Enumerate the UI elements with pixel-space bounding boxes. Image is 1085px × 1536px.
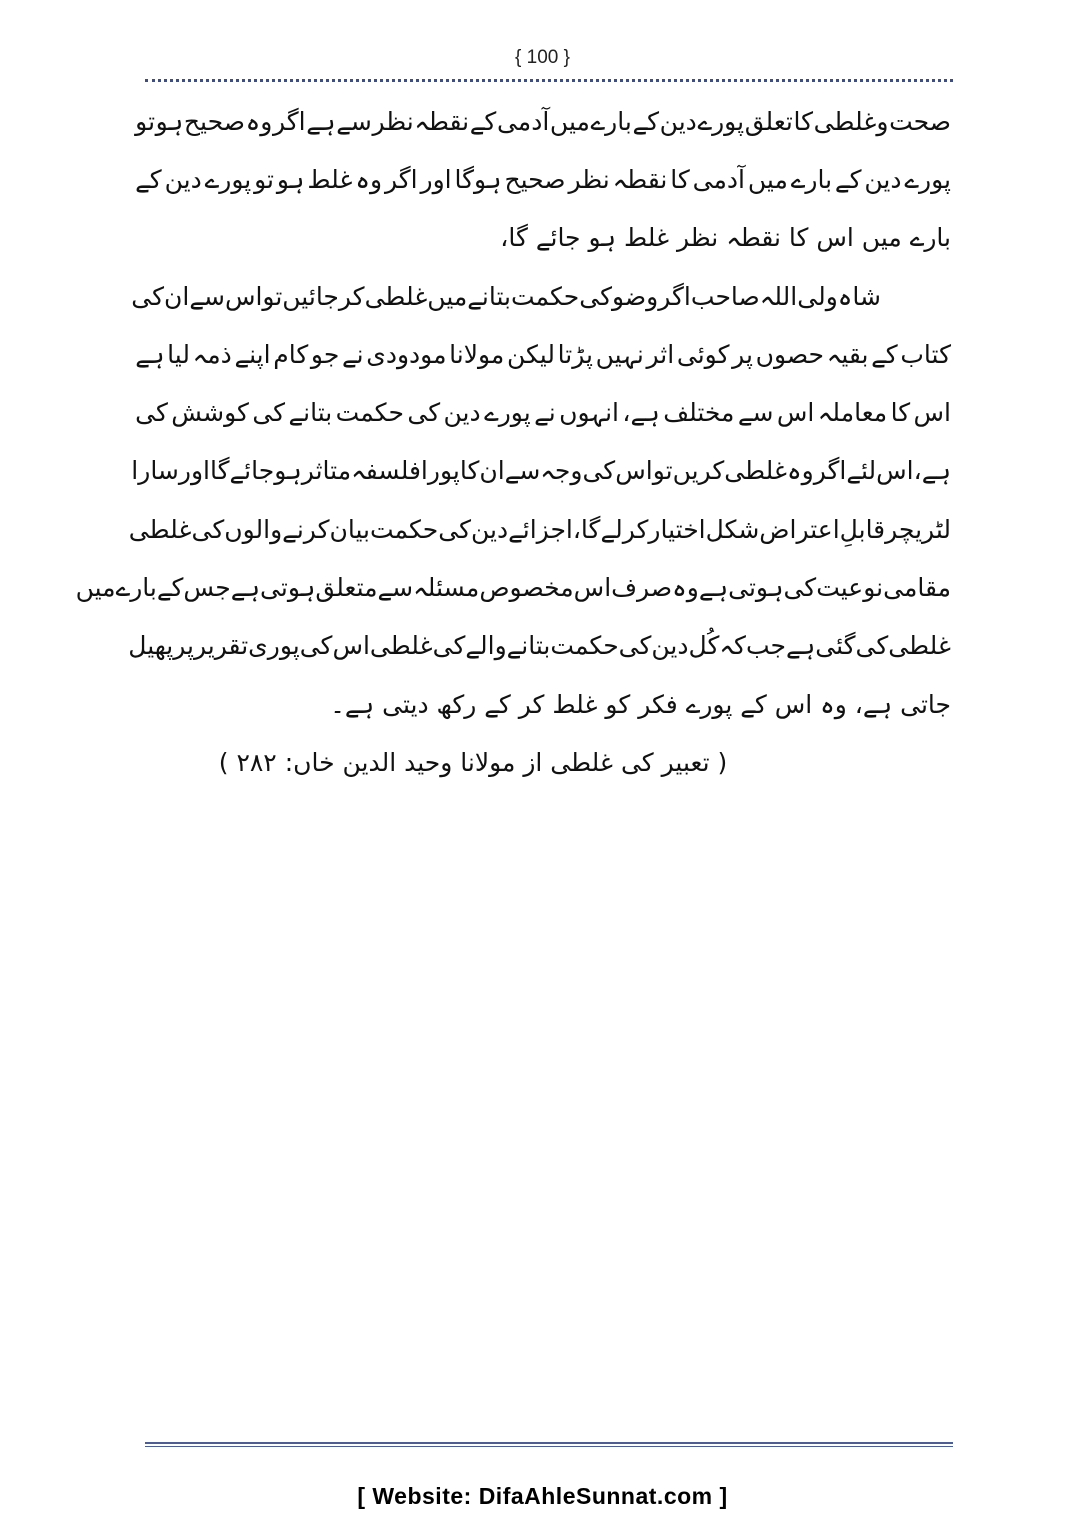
word: پورے [697,106,745,136]
word: کا [890,398,911,428]
word: جائے [229,456,275,486]
word: مختلف [663,398,735,428]
word: ہے [135,339,165,369]
word: حکمت [369,514,439,544]
word: غلطی [364,281,428,311]
word: ہوتی [260,573,316,603]
word: فلسفہ [351,456,421,486]
word: کوئی [676,339,730,369]
word: نوعیت [816,573,884,603]
word: غلطی [888,631,951,661]
word: تقریر [194,631,249,661]
word: اگر [658,281,691,311]
word: سے [336,106,372,136]
word: غلط [307,164,353,194]
word: کر [622,514,649,544]
word: میں [549,106,590,136]
word: حکمت [511,281,580,311]
word: گا [209,456,230,486]
word: شاہ [837,281,881,311]
body-text [75,92,951,792]
word: مخصوص [479,573,574,603]
word: کی [579,281,613,311]
word: میں [427,281,468,311]
word: وہ [355,164,383,194]
word: تو [135,106,156,136]
text-line [135,325,951,383]
word: پورے [904,164,951,194]
word: کے [871,339,898,369]
word: جس [183,573,231,603]
word: اجزائے [508,514,573,544]
word: اس [573,573,612,603]
word: اس [776,398,815,428]
word: پورے [484,398,531,428]
footer-rule [145,1442,953,1447]
word: ہوتی [728,573,784,603]
word: پورے [204,164,252,194]
text-line [128,617,951,675]
word: اثر [646,339,675,369]
word: وہ [786,456,814,486]
word: کی [438,514,471,544]
word: مسئلہ [413,573,480,603]
word: دین [443,398,481,428]
word: لئے [846,456,877,486]
word: لیکن [506,339,555,369]
word: ہو [274,456,302,486]
word: کے [632,106,660,136]
word: تو [652,456,673,486]
word: اللہ [759,281,798,311]
word: ہو [155,106,184,136]
word: ولی [797,281,838,311]
word: ہے، [913,456,951,486]
word: کی [131,281,165,311]
word: بتانے [506,631,551,661]
word: کا [670,164,690,194]
word: کی [299,631,333,661]
word: مقامی [883,573,951,603]
word: اپنے [234,339,271,369]
word: سے [737,398,774,428]
word: ہے [698,573,729,603]
word: کی [252,398,286,428]
word: پڑتا [557,339,593,369]
citation: ( تعبیر کی غلطی از مولانا وحید الدین خاں: ۲۸۲ ) [218,747,728,777]
word: پورا [420,456,460,486]
word: دین [651,631,689,661]
word: کے [834,164,862,194]
word: جو [310,339,340,369]
word: اس [224,281,263,311]
word: صرف [611,573,673,603]
word: نقطہ [612,164,668,194]
word: دین [470,514,509,544]
word: پوری [248,631,300,661]
word: اگر [384,164,418,194]
word: اعتراض [759,514,840,544]
word: کوشش [171,398,249,428]
word: کا [793,106,814,136]
word: ذمہ [192,339,232,369]
word: ان [164,281,190,311]
word: کی [783,573,817,603]
word: لے [600,514,623,544]
text-line: بارے میں اس کا نقطہ نظر غلط ہو جائے گا، [500,223,951,253]
word: نہیں [595,339,644,369]
word: سے [504,456,541,486]
word: مولانا [449,339,505,369]
footer-website: [ Website: DifaAhleSunnat.com ] [357,1483,728,1509]
word: شکل [705,514,760,544]
word: بتانے [288,398,333,428]
word: کے [469,106,497,136]
word: کریں [672,456,725,486]
word: ہے [306,106,336,136]
page-number: { 100 } [515,47,570,68]
word: کرنے [282,514,330,544]
word: آدمی [496,106,550,136]
word: سے [377,573,414,603]
word: بارے [115,573,157,603]
word: وجہ [540,456,583,486]
word: بیان [329,514,370,544]
word: لیا [167,339,190,369]
word: ہے [785,631,816,661]
word: سے [189,281,225,311]
word: دین [659,106,697,136]
word: وہ [245,106,273,136]
word: مودودی [366,339,447,369]
header-dotted-rule [145,79,953,82]
word: ہوگا [454,164,502,194]
word: آدمی [692,164,745,194]
word: کی [191,514,225,544]
word: غلطی [128,514,192,544]
word: اس [615,456,653,486]
word: ان [479,456,505,486]
text-line [131,442,951,500]
word: سارا [131,456,179,486]
word: لٹریچر [885,514,951,544]
word: والوں [224,514,283,544]
word: بقیہ [826,339,869,369]
word: کی [618,631,652,661]
text-line [131,267,951,325]
text-line [128,500,951,558]
word: کر [338,281,365,311]
text-line: جاتی ہے، وہ اس کے پورے فکر کو غلط کر کے رکھ دیتی ہے۔ [330,689,951,719]
word: کی [855,631,889,661]
word: صحیح [183,106,245,136]
word: کی [407,398,441,428]
word: اگر [813,456,847,486]
word: وغلطی [813,106,889,136]
word: پر [173,631,195,661]
word: متاثر [301,456,352,486]
word: بارے [790,164,833,194]
word: غلطی [369,631,433,661]
word: تعلق [744,106,793,136]
word: میں [747,164,788,194]
text-line [135,92,951,150]
word: گئی [815,631,856,661]
word: والے [465,631,507,661]
text-line [135,150,951,208]
word: کی [135,398,168,428]
word: کے [156,573,184,603]
word: قابلِ [839,514,886,544]
word: کہ [719,631,746,661]
word: وضو [612,281,659,311]
word: نے [341,339,364,369]
word: بتانے [467,281,511,311]
word: اور [178,456,210,486]
word: پھیل [128,631,174,661]
word: اگر [272,106,306,136]
word: کے [135,164,162,194]
word: دین [864,164,902,194]
word: متعلق [315,573,378,603]
word: ہے [230,573,261,603]
word: کتاب [900,339,951,369]
word: اور [420,164,452,194]
word: نے [534,398,556,428]
word: گا، [572,514,601,544]
word: جائیں [282,281,339,311]
word: صاحب [690,281,760,311]
word: اس [332,631,370,661]
word: پر [732,339,753,369]
word: ہے، [622,398,660,428]
word: کی [432,631,466,661]
word: تو [262,281,283,311]
word: حکمت [335,398,404,428]
word: جب [745,631,786,661]
word: کی [582,456,616,486]
word: معاملہ [817,398,888,428]
word: کا [459,456,480,486]
word: کُل [688,631,720,661]
word: اس [876,456,914,486]
word: صحت [889,106,951,136]
word: ہو [276,164,305,194]
word: میں [75,573,116,603]
text-line [75,558,951,616]
word: اس [913,398,951,428]
word: کام [273,339,309,369]
word: حکمت [550,631,619,661]
word: بارے [590,106,632,136]
word: انہوں [559,398,619,428]
word: تو [254,164,274,194]
word: صحیح [504,164,566,194]
word: دین [164,164,202,194]
word: نظر [372,106,414,136]
word: اختیار [648,514,706,544]
text-line [135,383,951,441]
word: غلطی [724,456,787,486]
word: نقطہ [414,106,470,136]
word: نظر [568,164,610,194]
word: حصوں [755,339,825,369]
word: وہ [672,573,699,603]
